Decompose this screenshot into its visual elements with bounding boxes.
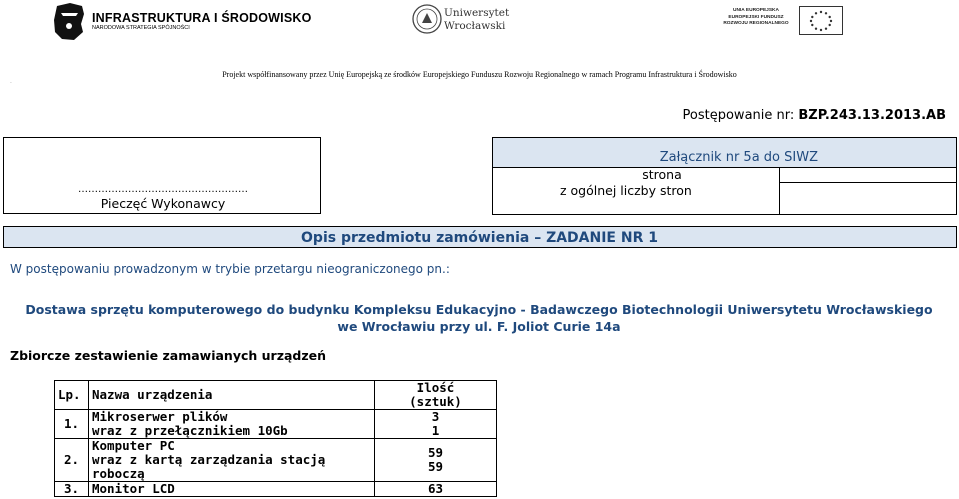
stamp-dots: …………………………………………… (78, 184, 248, 195)
row-qty (375, 410, 497, 439)
row-qty (375, 439, 497, 482)
row-name-line2: wraz z kartą zarządzania stacją (92, 452, 326, 467)
attachment-divider-horizontal (779, 182, 957, 183)
contractor-stamp-box (3, 137, 321, 214)
project-cofinancing-line: Projekt współfinansowany przez Unię Europejską ze środków Europejskiego Funduszu Rozwoju Regionalnego w ramach Programu Infrastruktura i Środowisko (222, 70, 737, 79)
header-name: Nazwa urządzenia (89, 381, 375, 410)
row-name: Monitor LCD (89, 482, 375, 497)
document-title: Opis przedmiotu zamówienia – ZADANIE NR 1 (301, 230, 658, 246)
eu-line1: UNIA EUROPEJSKA (733, 8, 779, 13)
university-seal-icon (412, 4, 442, 34)
infrastruktura-logo (52, 2, 312, 42)
case-number-label: Postępowanie nr: (682, 108, 795, 123)
eu-line2: EUROPEJSKI FUNDUSZ (728, 14, 784, 20)
university-logo (412, 4, 522, 38)
eu-logo (716, 6, 846, 36)
row-qty-line1: 59 (427, 445, 444, 460)
university-name-line1: Uniwersytet (444, 7, 510, 19)
table-row (55, 410, 497, 439)
stamp-label: Pieczęć Wykonawcy (100, 196, 226, 211)
page-label: strona (642, 167, 682, 182)
procedure-text: W postępowaniu prowadzonym w trybie przetargu nieograniczonego pn.: (10, 262, 450, 276)
header-qty (375, 381, 497, 410)
case-number-value: BZP.243.13.2013.AB (798, 108, 946, 123)
poland-map-icon (52, 2, 86, 42)
items-table (54, 380, 497, 497)
university-name (444, 7, 509, 33)
summary-heading: Zbiorcze zestawienie zamawianych urządzeń (10, 348, 327, 363)
row-qty-line1: 3 (431, 409, 440, 424)
attachment-title: Załącznik nr 5a do SIWZ (659, 150, 818, 165)
row-name-line1: Komputer PC (92, 438, 175, 453)
row-lp: 2. (55, 439, 89, 482)
table-row (55, 439, 497, 482)
table-row (55, 482, 497, 497)
total-pages-label: z ogólnej liczby stron (560, 183, 692, 198)
eu-text (716, 8, 796, 28)
eu-flag-icon (799, 6, 843, 35)
subject-text: Dostawa sprzętu komputerowego do budynku Kompleksu Edukacyjno - Badawczego Biotechnologii Uniwersytetu Wrocławskiego we Wrocławiu przy ul. F. Joliot Curie 14a (25, 302, 933, 334)
decorative-mark: . (10, 78, 12, 85)
ifs-title: INFRASTRUKTURA I ŚRODOWISKO (92, 11, 312, 25)
row-qty-line2: 1 (431, 423, 440, 438)
row-qty-line2: 59 (427, 459, 444, 474)
row-lp: 1. (55, 410, 89, 439)
header-lp: Lp. (55, 381, 89, 410)
row-name-line1: Mikroserwer plików (92, 409, 228, 424)
ifs-subtitle: NARODOWA STRATEGIA SPÓJNOŚCI (92, 25, 190, 31)
row-qty: 63 (375, 482, 497, 497)
header-qty-line2: (sztuk) (409, 394, 462, 409)
case-number (683, 108, 946, 123)
header-qty-line1: Ilość (416, 380, 455, 395)
row-name (89, 439, 375, 482)
row-lp: 3. (55, 482, 89, 497)
row-name-line2: wraz z przełącznikiem 10Gb (92, 423, 288, 438)
row-name (89, 410, 375, 439)
eu-line3: ROZWOJU REGIONALNEGO (723, 21, 789, 26)
row-name-line3: roboczą (92, 466, 145, 481)
university-name-line2: Wrocławski (444, 20, 506, 32)
table-header-row (55, 381, 497, 410)
